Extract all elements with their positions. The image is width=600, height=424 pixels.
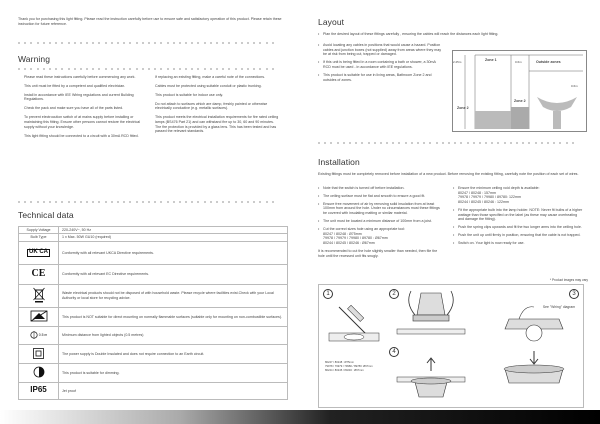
divider-dot — [510, 142, 512, 144]
divider-dot — [241, 42, 243, 44]
divider-dot — [259, 68, 261, 70]
divider-dot — [55, 68, 57, 70]
hole-code: 80244 / 80245 / 80246 : Ø67mm — [325, 369, 364, 372]
symbol-text: The power supply is Double Insulated and does not require connection to an Earth circuit. — [59, 344, 288, 363]
divider-dot — [272, 201, 274, 203]
void-depth-intro: Ensure the minimum ceiling void depth is available: — [458, 186, 540, 190]
warning-item: Install in accordance with IEE Wiring regulations and current Building Regulations. — [24, 92, 134, 102]
divider-dot — [210, 42, 212, 44]
symbol-text: Minimum distance from lighted objects (0.5 metres) — [59, 326, 288, 344]
divider-dot — [324, 142, 326, 144]
warning-column-1 — [24, 75, 146, 142]
install-column-1 — [318, 186, 443, 258]
list-item: • The unit must be located a minimum distance of 100mm from a joist. — [318, 219, 443, 224]
divider-dot — [210, 201, 212, 203]
ip-rating-cell — [19, 382, 59, 399]
divider-dot — [222, 68, 224, 70]
divider-dot — [210, 68, 212, 70]
table-row — [19, 241, 288, 264]
divider-dot — [160, 201, 162, 203]
dimming-cell — [19, 363, 59, 382]
divider-dot — [235, 68, 237, 70]
list-item: • Switch on. Your light is now ready for use. — [453, 241, 583, 246]
weee-cell — [19, 284, 59, 307]
warning-item: To prevent electrocution switch of at mains supply before installing or maintaining this fitting. Ensure other persons cannot restore the electrical supply without your knowledge. — [24, 115, 141, 129]
divider-dot — [167, 68, 169, 70]
divider-dot — [216, 42, 218, 44]
divider-dot — [191, 68, 193, 70]
divider-dot — [80, 68, 82, 70]
divider-dot — [123, 42, 125, 44]
divider-dot — [318, 142, 320, 144]
divider-dot — [272, 68, 274, 70]
divider-dot — [160, 68, 162, 70]
divider-dot — [98, 201, 100, 203]
mount-symbol-cell — [19, 307, 59, 326]
divider-dot — [337, 142, 339, 144]
divider-dot — [541, 142, 543, 144]
divider-dot — [553, 142, 555, 144]
hole-size-intro: Cut the correct sizes hole using an appropriate tool: — [323, 226, 406, 231]
hole-code: 79978 / 79979 / 79980 / 89780: Ø67mm — [325, 365, 373, 368]
divider-dot — [528, 142, 530, 144]
divider-dot — [86, 42, 88, 44]
list-item: • This product is suitable for use in living areas, Bathroom Zone 2 and outsides of zones. — [318, 73, 443, 82]
divider-dot — [368, 142, 370, 144]
divider-dot — [136, 42, 138, 44]
divider-dot — [18, 68, 20, 70]
divider-dot — [68, 42, 70, 44]
divider-dot — [197, 68, 199, 70]
divider-dot — [61, 42, 63, 44]
divider-dot — [123, 201, 125, 203]
installation-heading: Installation — [318, 157, 360, 167]
divider-dot — [442, 142, 444, 144]
divider-dot — [43, 42, 45, 44]
divider-dot — [355, 142, 357, 144]
divider-dot — [228, 42, 230, 44]
spec-table — [18, 226, 288, 400]
divider-dot — [185, 201, 187, 203]
divider-dot — [417, 142, 419, 144]
warning-item: This light fitting should be connected to a circuit with a 30mA RCD fitted. — [24, 133, 139, 138]
divider-dot — [68, 201, 70, 203]
divider-dot — [49, 42, 51, 44]
divider-dot — [61, 201, 63, 203]
divider-dot — [392, 142, 394, 144]
divider-dot — [179, 42, 181, 44]
divider-dot — [253, 201, 255, 203]
bathroom-zone-diagram — [452, 50, 587, 132]
divider-dot — [559, 142, 561, 144]
table-row — [19, 326, 288, 344]
width-label: 0.6m — [571, 84, 578, 88]
diagram-hole-codes — [325, 361, 385, 373]
divider-dot — [49, 68, 51, 70]
divider-dot — [80, 201, 82, 203]
divider-dot — [111, 42, 113, 44]
divider-dot — [566, 142, 568, 144]
divider-dot — [247, 201, 249, 203]
divider-dot — [123, 68, 125, 70]
list-item: • Note that the switch is turned off before installation. — [318, 186, 443, 191]
zone-2-side-label: Zone 2 — [514, 99, 526, 103]
divider-dot — [247, 68, 249, 70]
warning-item: Check the pack and make sure you have all of the parts listed. — [24, 106, 124, 111]
divider-dot — [330, 142, 332, 144]
crossed-bin-icon — [33, 287, 45, 303]
divider-dot — [61, 68, 63, 70]
divider-dot — [467, 142, 469, 144]
dot-divider — [18, 68, 274, 71]
divider-dot — [204, 42, 206, 44]
divider-dot — [37, 201, 39, 203]
divider-dot — [429, 142, 431, 144]
void-depth: 80244 / 80245 / 80246 : 122mm — [458, 200, 509, 205]
divider-dot — [55, 201, 57, 203]
class2-cell — [19, 344, 59, 363]
warning-item: This unit must be fitted by a competent and qualified electrician. — [24, 83, 126, 88]
divider-dot — [37, 42, 39, 44]
double-insulated-icon — [33, 348, 44, 359]
divider-dot — [179, 201, 181, 203]
divider-dot — [272, 42, 274, 44]
divider-dot — [129, 42, 131, 44]
divider-dot — [154, 201, 156, 203]
divider-dot — [92, 68, 94, 70]
symbol-text: Jet proof — [59, 382, 288, 399]
divider-dot — [86, 201, 88, 203]
divider-dot — [185, 42, 187, 44]
dot-divider — [18, 201, 274, 204]
warning-heading: Warning — [18, 54, 51, 64]
divider-dot — [411, 142, 413, 144]
no-flammable-surface-icon — [30, 310, 48, 322]
ukca-mark-cell — [19, 241, 59, 264]
divider-dot — [204, 68, 206, 70]
divider-dot — [148, 68, 150, 70]
step-3-number: 3 — [569, 289, 579, 299]
divider-dot — [105, 42, 107, 44]
divider-dot — [160, 42, 162, 44]
step-4-number: 4 — [389, 347, 399, 357]
width-label: 0.6m — [515, 60, 522, 64]
divider-dot — [30, 68, 32, 70]
warning-item: If replacing an existing fitting, make a careful note of the connections. — [155, 75, 266, 79]
symbol-text: Conformity with all relevant UKCA Directive requirements. — [59, 241, 288, 264]
ce-mark-cell — [19, 264, 59, 284]
divider-dot — [111, 68, 113, 70]
divider-dot — [148, 201, 150, 203]
list-item: • Push the unit up until firmly in position, ensuring that the cable is not trapped. — [453, 233, 583, 238]
spec-label: Supply Voltage — [19, 227, 59, 234]
divider-dot — [423, 142, 425, 144]
divider-dot — [173, 68, 175, 70]
symbol-text: This product is NOT suitable for direct mounting on normally flammable surfaces (suitable only for mounting on non-combustible surfaces). — [59, 307, 288, 326]
divider-dot — [228, 201, 230, 203]
list-item: • Plan the desired layout of these fittings carefully , ensuring the cables will reach the distances each light fitting. — [318, 32, 580, 37]
table-row — [19, 307, 288, 326]
divider-dot — [266, 42, 268, 44]
table-row — [19, 382, 288, 399]
divider-dot — [24, 42, 26, 44]
dot-divider — [18, 42, 274, 45]
divider-dot — [86, 68, 88, 70]
divider-dot — [259, 201, 261, 203]
divider-dot — [68, 68, 70, 70]
divider-dot — [129, 68, 131, 70]
divider-dot — [247, 42, 249, 44]
divider-dot — [454, 142, 456, 144]
divider-dot — [98, 68, 100, 70]
divider-dot — [185, 68, 187, 70]
divider-dot — [167, 201, 169, 203]
divider-dot — [111, 201, 113, 203]
divider-dot — [504, 142, 506, 144]
divider-dot — [222, 42, 224, 44]
divider-dot — [522, 142, 524, 144]
footer-gradient-bar — [0, 410, 600, 424]
divider-dot — [380, 142, 382, 144]
divider-dot — [74, 68, 76, 70]
hole-size: 79978 / 79979 / 79980 / 89780 : Ø67mm — [323, 236, 388, 241]
divider-dot — [535, 142, 537, 144]
table-row — [19, 344, 288, 363]
step-1-number: 1 — [323, 289, 333, 299]
right-page — [300, 0, 600, 424]
divider-dot — [197, 42, 199, 44]
divider-dot — [259, 42, 261, 44]
divider-dot — [105, 68, 107, 70]
divider-dot — [98, 42, 100, 44]
divider-dot — [497, 142, 499, 144]
table-row — [19, 264, 288, 284]
divider-dot — [361, 142, 363, 144]
divider-dot — [92, 42, 94, 44]
ce-mark-icon: CE — [31, 267, 46, 279]
installation-diagram — [318, 284, 584, 408]
zone-2-label: Zone 2 — [457, 106, 469, 110]
step-2-number: 2 — [389, 289, 399, 299]
divider-dot — [30, 201, 32, 203]
divider-dot — [117, 42, 119, 44]
warning-item: This product is suitable for indoor use only. — [155, 92, 224, 97]
symbol-text: This product is suitable for dimming. — [59, 363, 288, 382]
table-row — [19, 227, 288, 234]
divider-dot — [235, 42, 237, 44]
divider-dot — [43, 68, 45, 70]
distance-symbol-cell — [19, 326, 59, 344]
divider-dot — [142, 68, 144, 70]
divider-dot — [117, 68, 119, 70]
warning-item: Do not attach to surfaces which are damp, freshly painted or otherwise electrically conductive (e.g. metallic surfaces). — [155, 101, 268, 111]
list-item: • If this unit is being fitted in a room containing a bath or shower, a 30mA RCD must be used - in accordance with IEE regulations. — [318, 60, 443, 69]
divider-dot — [74, 42, 76, 44]
installation-steps-drawing — [319, 285, 585, 409]
divider-dot — [24, 68, 26, 70]
list-item: • Ensure free movement of air by removing solid insulation from at least 100mm from around the hole. Under no circumstances must these fittings be covered with insulating matting or similar material. — [318, 202, 443, 216]
divider-dot — [485, 142, 487, 144]
divider-dot — [18, 201, 20, 203]
spec-label: Bulb Type — [19, 234, 59, 241]
divider-dot — [479, 142, 481, 144]
outside-zones-label: Outside zones — [536, 60, 561, 64]
table-row — [19, 363, 288, 382]
table-row — [19, 234, 288, 241]
divider-dot — [253, 68, 255, 70]
divider-dot — [167, 42, 169, 44]
divider-dot — [74, 201, 76, 203]
divider-dot — [386, 142, 388, 144]
divider-dot — [129, 201, 131, 203]
zone-1-label: Zone 1 — [485, 58, 497, 62]
divider-dot — [105, 201, 107, 203]
divider-dot — [117, 201, 119, 203]
divider-dot — [228, 68, 230, 70]
divider-dot — [343, 142, 345, 144]
divider-dot — [43, 201, 45, 203]
divider-dot — [572, 142, 574, 144]
divider-dot — [398, 142, 400, 144]
symbol-text: Conformity with all relevant EC Directive requirements. — [59, 264, 288, 284]
divider-dot — [547, 142, 549, 144]
divider-dot — [473, 142, 475, 144]
divider-dot — [405, 142, 407, 144]
divider-dot — [55, 42, 57, 44]
divider-dot — [448, 142, 450, 144]
divider-dot — [349, 142, 351, 144]
divider-dot — [142, 42, 144, 44]
divider-dot — [179, 68, 181, 70]
layout-intro-bullet — [318, 32, 580, 40]
install-column-2 — [453, 186, 583, 249]
divider-dot — [491, 142, 493, 144]
divider-dot — [191, 42, 193, 44]
hole-code: 80247 / 80248 : Ø75mm — [325, 361, 354, 364]
hole-cutting-tip: It is recommended to cut the hole slightly smaller than needed, then file the hole until the recessed unit fits snugly. — [318, 248, 438, 258]
spec-value: 1 x Max. 50W GU10 (required) — [59, 234, 288, 241]
warning-item: This product meets the electrical installation requirements for fire rated ceiling lamps (BS476 Part 21) and can withstand fire up to 30, 60 and 90 minutes. The fire protection is provided by a glass lens. This has been tested and has passed the relevant standards. — [155, 115, 279, 134]
lamp-distance-icon — [30, 331, 38, 339]
see-wiring-note: See "Wiring" diagram — [542, 305, 576, 309]
divider-dot — [80, 42, 82, 44]
divider-dot — [204, 201, 206, 203]
divider-dot — [460, 142, 462, 144]
divider-dot — [516, 142, 518, 144]
divider-dot — [173, 42, 175, 44]
warning-item: Cables must be protected using suitable conduit or plastic trunking. — [155, 83, 262, 88]
hole-size: 80247 / 80248 : Ø75mm — [323, 231, 362, 236]
void-depth: 80247 / 80248 : 157mm — [458, 190, 496, 195]
list-item: • Avoid locating any cables in positions that would cause a hazard. Position cables and junction boxes (not supplied) away from areas where they may be at risk from being cut, trapped or damaged. — [318, 43, 443, 57]
intro-text: Thank you for purchasing this light fitting. Please read the instruction carefully before use to ensure safe and satisfactory operation of this product. Please retain these instruction for future reference. — [18, 17, 282, 26]
divider-dot — [92, 201, 94, 203]
technical-data-heading: Technical data — [18, 210, 74, 220]
list-item — [453, 186, 583, 205]
dimmable-icon — [33, 366, 45, 378]
divider-dot — [216, 201, 218, 203]
height-label: 2.25m — [453, 60, 462, 64]
hole-size: 80244 / 80245 / 80246 : Ø67mm — [323, 241, 375, 246]
symbol-text: Waste electrical products should not be disposed of with household waste. Please recycle where facilities exist.Check with your Local Authority or local store for recycling advice. — [59, 284, 288, 307]
divider-dot — [197, 201, 199, 203]
ukca-mark-icon: UK CA — [27, 249, 50, 258]
divider-dot — [24, 201, 26, 203]
divider-dot — [241, 68, 243, 70]
footnote: * Product images may vary — [549, 278, 588, 282]
divider-dot — [136, 68, 138, 70]
dot-divider — [318, 142, 574, 145]
divider-dot — [154, 42, 156, 44]
divider-dot — [241, 201, 243, 203]
divider-dot — [222, 201, 224, 203]
list-item: • Push the spring clips upwards and fit the two longer arms into the ceiling hole. — [453, 225, 583, 230]
void-depth: 79978 / 79979 / 79980 / 89780: 122mm — [458, 195, 521, 200]
divider-dot — [37, 68, 39, 70]
divider-dot — [142, 201, 144, 203]
divider-dot — [49, 201, 51, 203]
divider-dot — [216, 68, 218, 70]
ip65-mark: IP65 — [30, 385, 47, 395]
divider-dot — [374, 142, 376, 144]
divider-dot — [191, 201, 193, 203]
layout-heading: Layout — [318, 17, 345, 27]
divider-dot — [148, 42, 150, 44]
table-row — [19, 284, 288, 307]
installation-intro: Existing fittings must be completely removed before installation of a new product. Before removing the existing fitting, carefully note the position of each set of wires. — [318, 172, 579, 176]
warning-column-2 — [155, 75, 280, 138]
list-item — [318, 227, 443, 246]
layout-bullets — [318, 43, 443, 85]
warning-item: Please read these instructions carefully before commencing any work. — [24, 75, 136, 79]
divider-dot — [136, 201, 138, 203]
divider-dot — [18, 42, 20, 44]
distance-value: 0.5 m — [38, 333, 48, 338]
divider-dot — [266, 201, 268, 203]
divider-dot — [235, 201, 237, 203]
divider-dot — [266, 68, 268, 70]
divider-dot — [173, 201, 175, 203]
list-item: • Fit the appropriate bulb into the lamp holder. NOTE: Never fit bulbs of a higher wattage than those specified on the label (as these may cause overheating and damage the fitting). — [453, 208, 583, 222]
divider-dot — [253, 42, 255, 44]
divider-dot — [436, 142, 438, 144]
spec-value: 220-240V~, 50 Hz — [59, 227, 288, 234]
divider-dot — [30, 42, 32, 44]
list-item: • The ceiling surface must be flat and smooth to ensure a good fit. — [318, 194, 443, 199]
divider-dot — [154, 68, 156, 70]
